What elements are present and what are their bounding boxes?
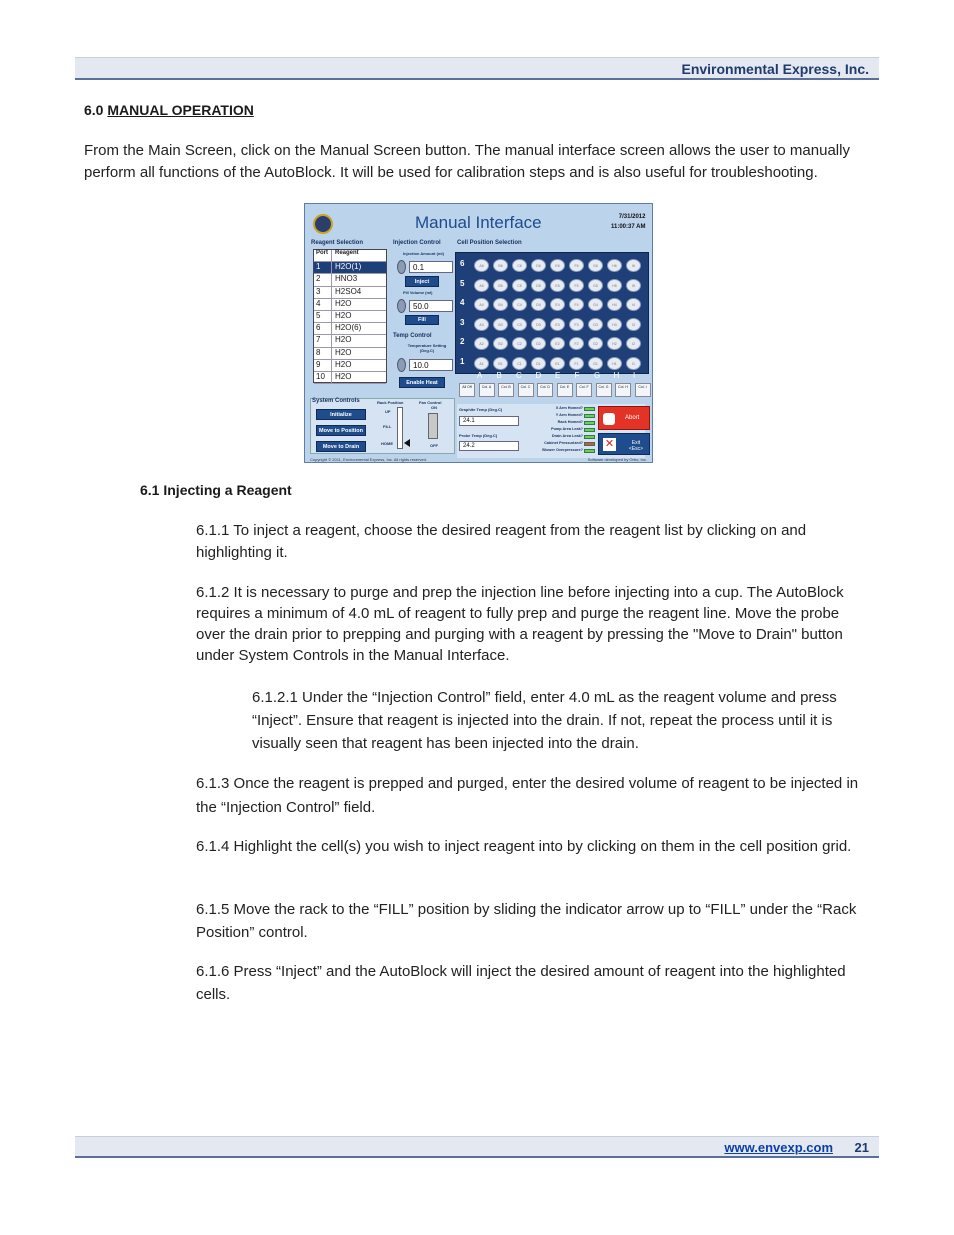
column-label: I bbox=[633, 371, 636, 380]
status-led bbox=[584, 428, 595, 432]
column-label: D bbox=[535, 371, 542, 380]
grid-cell[interactable]: I2 bbox=[626, 337, 641, 350]
grid-cell[interactable]: D3 bbox=[531, 318, 546, 331]
step-6-1-1: 6.1.1 To inject a reagent, choose the desired reagent from the reagent list by clicking on and highlighting it. bbox=[196, 522, 807, 561]
move-to-position-button[interactable]: Move to Position bbox=[316, 425, 366, 436]
reagent-row[interactable]: 5 H2O bbox=[314, 311, 386, 323]
status-label: Cabinet Pressurized? bbox=[544, 441, 583, 445]
close-icon: ✕ bbox=[604, 438, 615, 450]
reagent-row[interactable]: 6 H2O(6) bbox=[314, 323, 386, 335]
column-button[interactable]: Col. F bbox=[576, 383, 592, 397]
grid-cell[interactable]: F2 bbox=[569, 337, 584, 350]
reagent-row[interactable]: 1 H2O(1) bbox=[314, 262, 386, 274]
section-heading: 6.0 MANUAL OPERATION bbox=[84, 102, 254, 118]
copyright: Copyright © 2011, Environmental Express, Inc. All rights reserved. bbox=[310, 457, 427, 462]
grid-cell[interactable]: B4 bbox=[493, 298, 508, 311]
grid-cell[interactable]: H2 bbox=[607, 337, 622, 350]
grid-cell[interactable]: G5 bbox=[588, 279, 603, 292]
reagent-table[interactable]: Port Reagent 1 H2O(1) 2 HNO3 3 H2SO4 4 H2O 5 H2O 6 H2O(6) 7 H2O 8 H2O 9 H2O 10 H2O bbox=[313, 249, 387, 383]
column-button[interactable]: Col. C bbox=[518, 383, 534, 397]
fill-volume-input[interactable]: 50.0 bbox=[409, 300, 453, 312]
grid-cell[interactable]: A2 bbox=[474, 337, 489, 350]
column-button[interactable]: Col. I bbox=[635, 383, 651, 397]
grid-cell[interactable]: G4 bbox=[588, 298, 603, 311]
column-label: B bbox=[496, 371, 502, 380]
column-button[interactable]: Col. A bbox=[479, 383, 495, 397]
column-button[interactable]: Col. B bbox=[498, 383, 514, 397]
grid-cell[interactable]: C1 bbox=[512, 357, 527, 370]
enable-heat-button[interactable]: Enable Heat bbox=[399, 377, 445, 388]
injection-amount-input[interactable]: 0.1 bbox=[409, 261, 453, 273]
grid-cell[interactable]: F4 bbox=[569, 298, 584, 311]
row-label: 3 bbox=[460, 317, 465, 327]
grid-cell[interactable]: C4 bbox=[512, 298, 527, 311]
grid-cell[interactable]: A6 bbox=[474, 259, 489, 272]
page-header bbox=[75, 57, 879, 80]
initialize-button[interactable]: Initialize bbox=[316, 409, 366, 420]
grid-cell[interactable]: G1 bbox=[588, 357, 603, 370]
status-label: Blower Overpressure? bbox=[542, 448, 583, 452]
status-label: X Arm Homed? bbox=[555, 406, 583, 410]
reagent-row[interactable]: 4 H2O bbox=[314, 299, 386, 311]
grid-cell[interactable]: E3 bbox=[550, 318, 565, 331]
step-6-1-2: 6.1.2 It is necessary to purge and prep the injection line before injecting into a cup. The AutoBlock requires a minimum of 4.0 mL of reagent to fully prep and purge the reagent line. Move the probe over the drain prior to prepping and purging with a reagent by pressing the "Move to Drain" button under System Controls in the Manual Interface. bbox=[196, 584, 844, 664]
grid-cell[interactable]: H6 bbox=[607, 259, 622, 272]
company-name: Environmental Express, Inc. bbox=[681, 61, 869, 77]
grid-cell[interactable]: D5 bbox=[531, 279, 546, 292]
fill-button[interactable]: Fill bbox=[405, 315, 439, 325]
website-link[interactable]: www.envexp.com bbox=[724, 1140, 833, 1155]
section-title: MANUAL OPERATION bbox=[107, 102, 254, 118]
grid-cell[interactable]: G6 bbox=[588, 259, 603, 272]
grid-cell[interactable]: D1 bbox=[531, 357, 546, 370]
grid-cell[interactable]: F1 bbox=[569, 357, 584, 370]
reagent-row[interactable]: 3 H2SO4 bbox=[314, 287, 386, 299]
manual-interface-screenshot: Manual Interface 7/31/2012 11:00:37 AM Reagent Selection Injection Control Cell Position Selection Port Reagent 1 H2O(1) 2 HNO3 3 H2SO4 4 H2O 5 H2O 6 H2O(6) 7 H2O 8 H2O 9 H2O 10 H2O Injection Amount (ml) 0.1 Inject Fill Volume (ml) 50.0 Fill Temp Control Temperature Setting (Deg.C) 10.0 Enable Heat A6 B6 C6 D6 E6 F6 G6 H6 I6 A5 B5 C5 D5 E5 F5 G5 H5 I5 A4 B4 C4 D4 E4 F4 G4 H4 I4 A3 B3 C3 D3 E3 F3 G3 H3 I3 A2 B2 C2 D2 E2 F2 G2 H2 I2 A1 B1 C1 D1 E1 F1 G1 H1 I1 System Controls Initialize Move to Position Move to Drain Rack Position Fan Control UP FILL HOME ON OFF Graphite Temp (Deg.C) 24.1 Probe Temp (Deg.C) 24.2 X Arm Homed? Y Arm Homed? Rack Homed? Pump Area Leak? Drain Area Leak? Cabinet Pressurized? Blower Overpressure? Abort ✕ Exit <Esc> Copyright © 2011, Environmental Express, Inc. All rights reserved. Software developed by Orbo, Inc. 6 5 4 3 2 1 A B C D E F G H I All Off Col. A Col. B Col. C Col. D Col. E Col. F Col. G Col. H Col. I bbox=[304, 203, 653, 463]
reagent-selection-label: Reagent Selection bbox=[311, 240, 364, 246]
status-led bbox=[584, 449, 595, 453]
cell-grid[interactable] bbox=[455, 252, 649, 374]
stop-icon bbox=[603, 413, 615, 425]
grid-cell[interactable]: D6 bbox=[531, 259, 546, 272]
grid-cell[interactable]: E4 bbox=[550, 298, 565, 311]
column-label: F bbox=[574, 371, 580, 380]
graphite-temp-value: 24.1 bbox=[459, 416, 519, 426]
step-6-1-3: 6.1.3 Once the reagent is prepped and purged, enter the desired volume of reagent to be injected in the “Injection Control” field. bbox=[196, 775, 859, 816]
probe-temp-value: 24.2 bbox=[459, 441, 519, 451]
grid-cell[interactable]: A5 bbox=[474, 279, 489, 292]
grid-cell[interactable]: C6 bbox=[512, 259, 527, 272]
developer-credit: Software developed by Orbo, Inc. bbox=[587, 457, 647, 462]
grid-cell[interactable]: H3 bbox=[607, 318, 622, 331]
status-led bbox=[584, 414, 595, 418]
grid-cell[interactable]: I3 bbox=[626, 318, 641, 331]
status-panel: Graphite Temp (Deg.C) 24.1 Probe Temp (Deg.C) 24.2 X Arm Homed? Y Arm Homed? Rack Homed? Pump Area Leak? Drain Area Leak? Cabinet Pressurized? Blower Overpressure? bbox=[457, 404, 645, 458]
column-label: A bbox=[477, 371, 483, 380]
column-label: H bbox=[613, 371, 620, 380]
row-label: 5 bbox=[460, 278, 465, 288]
page-footer bbox=[75, 1136, 879, 1158]
column-button[interactable]: Col. E bbox=[557, 383, 573, 397]
column-button[interactable]: Col. H bbox=[615, 383, 631, 397]
grid-cell[interactable]: C5 bbox=[512, 279, 527, 292]
abort-button[interactable]: Abort bbox=[598, 406, 650, 430]
logo-icon bbox=[313, 214, 333, 234]
reagent-row[interactable]: 9 H2O bbox=[314, 360, 386, 372]
inject-button[interactable]: Inject bbox=[405, 276, 439, 287]
row-label: 6 bbox=[460, 259, 465, 268]
grid-cell[interactable]: B2 bbox=[493, 337, 508, 350]
intro-paragraph: From the Main Screen, click on the Manual Screen button. The manual interface screen allows the user to manually perform all functions of the AutoBlock. It will be used for calibration steps and is also useful for troubleshooting. bbox=[84, 142, 850, 181]
column-button[interactable]: Col. G bbox=[596, 383, 612, 397]
exit-button[interactable]: ✕ Exit <Esc> bbox=[598, 433, 650, 455]
grid-cell[interactable]: A4 bbox=[474, 298, 489, 311]
injection-spinner[interactable] bbox=[397, 260, 406, 274]
row-label: 1 bbox=[460, 356, 465, 366]
grid-cell[interactable]: F5 bbox=[569, 279, 584, 292]
column-button[interactable]: Col. D bbox=[537, 383, 553, 397]
fan-toggle[interactable] bbox=[428, 413, 438, 439]
status-label: Pump Area Leak? bbox=[551, 427, 583, 431]
step-6-1-2-1: 6.1.2.1 Under the “Injection Control” field, enter 4.0 mL as the reagent volume and press “Inject”. Ensure that reagent is injected into the drain. If not, repeat the process until it is visually seen that reagent has been injected into the drain. bbox=[252, 689, 837, 752]
grid-cell[interactable]: H4 bbox=[607, 298, 622, 311]
column-label: E bbox=[555, 371, 561, 380]
grid-cell[interactable]: B6 bbox=[493, 259, 508, 272]
grid-cell[interactable]: G2 bbox=[588, 337, 603, 350]
grid-cell[interactable]: B1 bbox=[493, 357, 508, 370]
system-controls-panel: System Controls Initialize Move to Position Move to Drain Rack Position Fan Control UP FILL HOME ON OFF bbox=[310, 398, 455, 454]
subsection-heading: 6.1 Injecting a Reagent bbox=[140, 482, 292, 498]
rack-arrow-icon[interactable] bbox=[404, 439, 410, 447]
grid-cell[interactable]: F6 bbox=[569, 259, 584, 272]
temp-control-label: Temp Control bbox=[393, 333, 432, 339]
grid-cell[interactable]: F3 bbox=[569, 318, 584, 331]
grid-cell[interactable]: A3 bbox=[474, 318, 489, 331]
grid-cell[interactable]: I5 bbox=[626, 279, 641, 292]
grid-cell[interactable]: H1 bbox=[607, 357, 622, 370]
reagent-row[interactable]: 2 HNO3 bbox=[314, 274, 386, 286]
status-label: Y Arm Homed? bbox=[555, 413, 583, 417]
status-led bbox=[584, 442, 595, 446]
screenshot-title: Manual Interface bbox=[415, 213, 542, 232]
step-6-1-5: 6.1.5 Move the rack to the “FILL” position by sliding the indicator arrow up to “FILL” under the “Rack Position” control. bbox=[196, 901, 857, 941]
grid-cell[interactable]: H5 bbox=[607, 279, 622, 292]
injection-control-label: Injection Control bbox=[393, 240, 441, 246]
column-label: C bbox=[516, 371, 522, 380]
status-led bbox=[584, 435, 595, 439]
temp-setting-input[interactable]: 10.0 bbox=[409, 359, 453, 371]
reagent-row[interactable]: 7 H2O bbox=[314, 335, 386, 347]
fill-spinner[interactable] bbox=[397, 299, 406, 313]
grid-cell[interactable]: D2 bbox=[531, 337, 546, 350]
grid-cell[interactable]: E5 bbox=[550, 279, 565, 292]
page-number: 21 bbox=[854, 1140, 869, 1155]
step-6-1-4: 6.1.4 Highlight the cell(s) you wish to inject reagent into by clicking on them in the cell position grid. bbox=[196, 838, 852, 855]
grid-cell[interactable]: E6 bbox=[550, 259, 565, 272]
row-label: 2 bbox=[460, 337, 465, 346]
grid-cell[interactable]: B5 bbox=[493, 279, 508, 292]
column-label: G bbox=[594, 371, 601, 380]
cell-position-label: Cell Position Selection bbox=[457, 240, 522, 246]
rack-slider[interactable] bbox=[397, 407, 403, 449]
reagent-row[interactable]: 10 H2O bbox=[314, 372, 386, 384]
grid-cell[interactable]: C3 bbox=[512, 318, 527, 331]
grid-cell[interactable]: G3 bbox=[588, 318, 603, 331]
status-led bbox=[584, 421, 595, 425]
temp-spinner[interactable] bbox=[397, 358, 406, 372]
grid-cell[interactable]: I4 bbox=[626, 298, 641, 311]
status-led bbox=[584, 407, 595, 411]
row-label: 4 bbox=[460, 298, 465, 307]
datetime: 7/31/2012 11:00:37 AM bbox=[611, 214, 646, 230]
grid-cell[interactable]: I6 bbox=[626, 259, 641, 272]
step-6-1-6: 6.1.6 Press “Inject” and the AutoBlock will inject the desired amount of reagent into the highlighted cells. bbox=[196, 963, 846, 1003]
reagent-row[interactable]: 8 H2O bbox=[314, 348, 386, 360]
grid-cell[interactable]: E1 bbox=[550, 357, 565, 370]
grid-cell[interactable]: A1 bbox=[474, 357, 489, 370]
move-to-drain-button[interactable]: Move to Drain bbox=[316, 441, 366, 452]
status-label: Rack Homed? bbox=[557, 420, 583, 424]
status-label: Drain Area Leak? bbox=[551, 434, 583, 438]
grid-cell[interactable]: D4 bbox=[531, 298, 546, 311]
grid-cell[interactable]: C2 bbox=[512, 337, 527, 350]
grid-cell[interactable]: E2 bbox=[550, 337, 565, 350]
column-button[interactable]: All Off bbox=[459, 383, 475, 397]
grid-cell[interactable]: I1 bbox=[626, 357, 641, 370]
grid-cell[interactable]: B3 bbox=[493, 318, 508, 331]
